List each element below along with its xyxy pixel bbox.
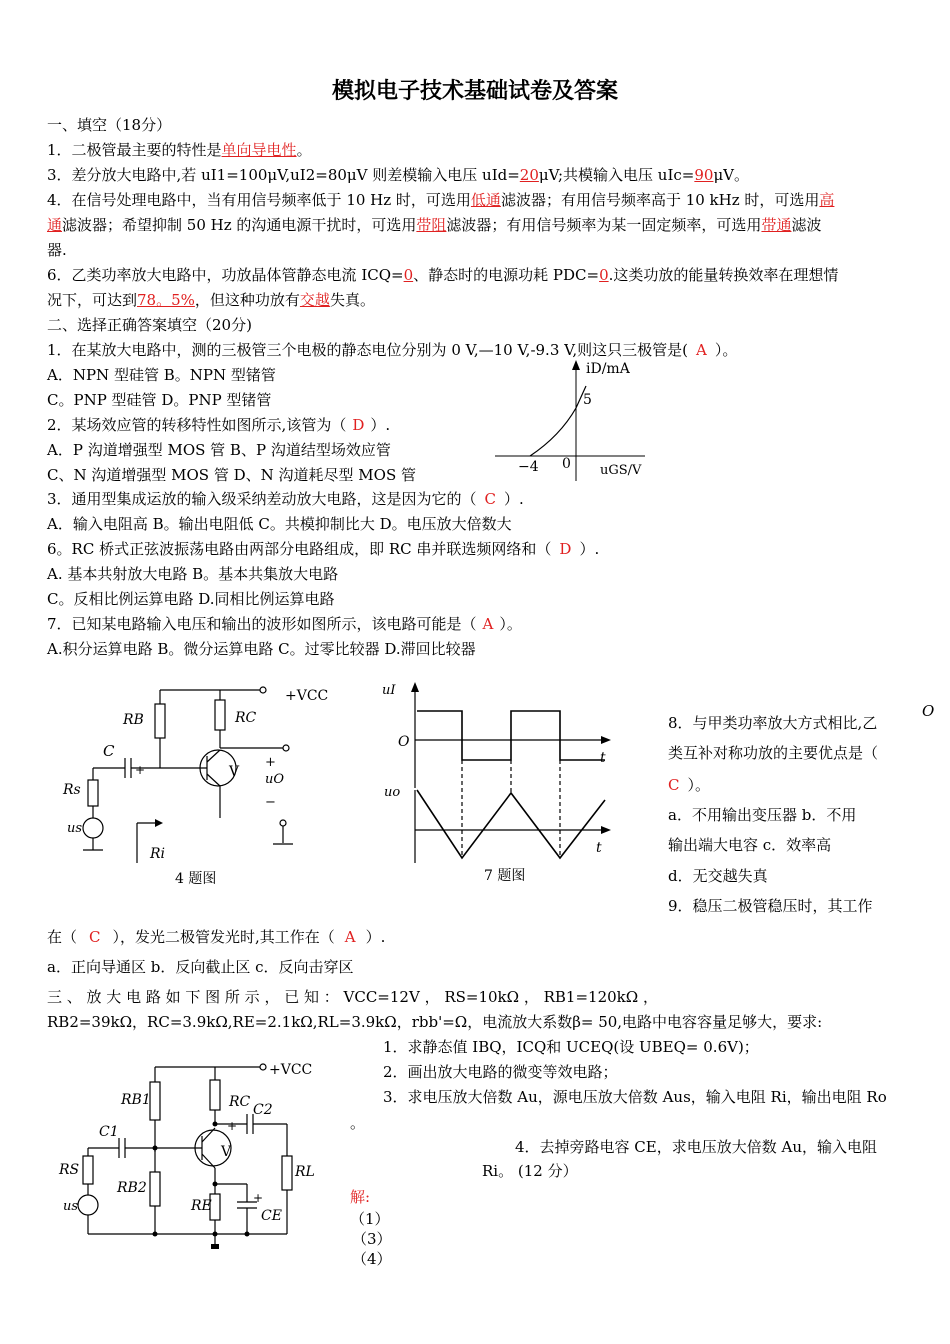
answer: C <box>484 490 497 508</box>
s2-q2 <box>47 415 390 435</box>
s1-q4-l3: 器. <box>47 241 67 259</box>
c-plus: + <box>135 763 146 777</box>
waveform-figure-7 <box>380 678 620 893</box>
s3-l1: 三 、 放 大 电 路 如 下 图 所 示 ， 已 知 ： VCC=12V ， RS=10kΩ ， RB1=120kΩ ， <box>47 988 658 1006</box>
transfer-curve <box>530 386 586 456</box>
answer: D <box>352 416 365 434</box>
uo-plus: + <box>265 755 276 770</box>
answer: A <box>695 341 707 359</box>
c-label: C <box>103 742 115 760</box>
answer: 0 <box>403 266 414 284</box>
s2-q8-l2: 类互补对称功放的主要优点是（ <box>668 744 879 762</box>
s2-q8-b: 输出端大电容 c．效率高 <box>668 836 832 854</box>
s1-q3 <box>47 165 749 185</box>
q-text: 7．已知某电路输入电压和输出的波形如图所示，该电路可能是（ <box>47 615 477 633</box>
t-axis-arrow <box>601 736 611 744</box>
q-text: ）. <box>504 490 524 508</box>
s2-q7-opts: A.积分运算电路 B。微分运算电路 C。过零比较器 D.滞回比较器 <box>47 640 476 658</box>
q-text: 1．在某放大电路中，测的三极管三个电极的静态电位分别为 0 V,—10 V,-9.3 V,则这只三极管是( <box>47 341 688 359</box>
answer: 高 <box>819 191 835 209</box>
s2-q9-l2 <box>47 927 385 947</box>
q-text: ）。 <box>687 776 710 794</box>
s1-q4-l2 <box>47 215 821 235</box>
ui-square-wave <box>417 711 605 760</box>
solution-1: （1） <box>350 1210 390 1228</box>
rc-resistor-3 <box>210 1080 220 1110</box>
uo-triangle-wave <box>417 790 605 858</box>
rc-label-3: RC <box>229 1094 251 1110</box>
id-label: iD/mA <box>586 361 630 377</box>
t-label-2: t <box>596 840 602 856</box>
s2-q3-opts: A．输入电阻高 B。输出电阻低 C。共模抑制比大 D。电压放大倍数大 <box>47 515 512 533</box>
vcc-label-3: +VCC <box>269 1062 313 1078</box>
s2-q7 <box>47 614 522 634</box>
c2-label: C2 <box>253 1102 273 1118</box>
answer: 带阻 <box>416 216 447 234</box>
v-label: V <box>229 764 240 780</box>
ground-symbol <box>211 1244 219 1249</box>
caption-4: 4 题图 <box>175 871 217 887</box>
s2-q6 <box>47 539 599 559</box>
t-label: t <box>600 750 606 766</box>
us-source <box>83 818 103 838</box>
s2-q9-l1: 9．稳压二极管稳压时，其工作 <box>668 897 873 915</box>
solution-4: （4） <box>352 1250 392 1268</box>
rb2-label: RB2 <box>117 1180 147 1196</box>
answer: 90 <box>694 166 714 184</box>
rb2-resistor <box>150 1172 160 1206</box>
solution-3: （3） <box>352 1230 392 1248</box>
answer: 0 <box>599 266 609 284</box>
q-text: 2．某场效应管的转移特性如图所示,该管为（ <box>47 416 347 434</box>
q-text: 滤波器；希望抑制 50 Hz 的沟通电源干扰时，可选用 <box>62 216 417 234</box>
s1-q1 <box>47 140 312 160</box>
s3-req1: 1．求静态值 IBQ，ICQ和 UCEQ(设 UBEQ= 0.6V)； <box>383 1038 759 1056</box>
q-text: 4．在信号处理电路中，当有用信号频率低于 10 Hz 时，可选用 <box>47 191 471 209</box>
q-text: 6。RC 桥式正弦波振荡电路由两部分电路组成，即 RC 串并联选频网络和（ <box>47 540 552 558</box>
s2-q6-ab: A. 基本共射放大电路 B。基本共集放大电路 <box>47 565 339 583</box>
ce-plus: + <box>253 1191 264 1205</box>
q-text: ，但这种功放有 <box>194 291 300 309</box>
answer: C <box>668 776 680 794</box>
rb-resistor <box>155 704 165 738</box>
c1-label: C1 <box>99 1124 119 1140</box>
uo-minus: − <box>265 795 276 810</box>
tick-5: 5 <box>583 392 592 408</box>
q-text: ）。 <box>714 341 738 359</box>
rb1-label: RB1 <box>121 1092 151 1108</box>
rc-resistor <box>215 700 225 730</box>
v-label-3: V <box>221 1144 232 1160</box>
rs-label: Rs <box>63 782 81 798</box>
circuit-figure-4 <box>55 678 345 893</box>
ugs-label: uGS/V <box>600 463 642 478</box>
s1-q6-l1 <box>47 265 838 285</box>
q-text: 3．通用型集成运放的输入级采纳差动放大电路，这是因为它的（ <box>47 490 477 508</box>
s2-q6-cd: C。反相比例运算电路 D.同相比例运算电路 <box>47 590 335 608</box>
section1-heading: 一、填空（18分） <box>47 116 172 134</box>
q-text: 6．乙类功率放大电路中，功放晶体管静态电流 ICQ= <box>47 266 404 284</box>
q-text: μV;共模输入电压 uIc= <box>538 166 695 184</box>
q-text: ）。 <box>499 615 522 633</box>
s3-l2: RB2=39kΩ，RC=3.9kΩ,RE=2.1kΩ,RL=3.9kΩ，rbb'=Ω，电流放大系数β= 50,电路中电容容量足够大，要求: <box>47 1013 823 1031</box>
page-title: 模拟电子技术基础试卷及答案 <box>331 79 618 104</box>
s2-q2-cd: C、N 沟道增强型 MOS 管 D、N 沟道耗尽型 MOS 管 <box>47 466 416 484</box>
q-text: 3．差分放大电路中,若 uI1=100μV,uI2=80μV 则差模输入电压 uId= <box>47 166 520 184</box>
answer: 20 <box>519 166 539 184</box>
q-text: 。 <box>296 141 312 159</box>
q-text: 在（ <box>47 928 78 946</box>
s2-q8-l1: 8．与甲类功率放大方式相比,乙 <box>668 714 878 732</box>
ri-arrow <box>155 819 163 827</box>
s3-req3: 3．求电压放大倍数 Au，源电压放大倍数 Aus，输入电阻 Ri，输出电阻 Ro <box>383 1088 887 1106</box>
ui-axis-arrow <box>411 682 419 692</box>
q-text: ）. <box>579 540 600 558</box>
s2-q8-d: d．无交越失真 <box>668 867 768 885</box>
transfer-characteristic-figure <box>490 356 650 486</box>
caption-7: 7 题图 <box>484 868 526 884</box>
t-axis-arrow-2 <box>601 826 611 834</box>
q-text: .这类功放的能量转换效率在理想情 <box>608 266 839 284</box>
q-text: ）. <box>370 416 391 434</box>
rb-label: RB <box>123 712 144 728</box>
us-label: us <box>67 821 83 836</box>
section2-heading: 二、选择正确答案填空（20分) <box>47 316 252 334</box>
q-text: 、静态时的电源功耗 PDC= <box>413 266 600 284</box>
answer: A <box>482 615 494 633</box>
answer: C <box>89 928 101 946</box>
q-text: ），发光二极管发光时,其工作在（ <box>112 928 335 946</box>
s2-q8-a: a．不用输出变压器 b．不用 <box>668 806 857 824</box>
uo-wave-label: uo <box>384 785 401 800</box>
q-text: ）. <box>365 928 386 946</box>
s2-q1-ab: A．NPN 型硅管 B。NPN 型锗管 <box>47 366 276 384</box>
rs-label-3: RS <box>59 1162 80 1178</box>
rs-resistor-3 <box>83 1156 93 1184</box>
rc-label: RC <box>235 710 257 726</box>
vcc-label: +VCC <box>285 688 329 704</box>
s3-req4-end: Ri。 (12 分） <box>482 1162 578 1180</box>
uo-label: uO <box>265 772 285 787</box>
us-source-3 <box>78 1195 98 1215</box>
s2-q8-ans-line <box>668 774 710 795</box>
c2-plus: + <box>227 1119 238 1133</box>
s2-q3 <box>47 489 524 509</box>
q-text: 况下，可达到 <box>47 291 138 309</box>
rl-label: RL <box>295 1164 315 1180</box>
origin-label: 0 <box>562 456 571 472</box>
rb1-resistor <box>150 1082 160 1120</box>
ce-label: CE <box>261 1208 282 1224</box>
answer: A <box>344 928 356 946</box>
q-text: 滤波器；有用信号频率为某一固定频率，可选用 <box>446 216 762 234</box>
answer: 低通 <box>470 191 501 209</box>
s3-req3-end: 。 <box>350 1114 366 1132</box>
amplifier-circuit-figure <box>55 1052 345 1257</box>
solution-label: 解: <box>350 1188 371 1206</box>
answer: 通 <box>47 216 63 234</box>
s1-q6-l2 <box>47 290 375 310</box>
q-text: 失真。 <box>329 291 375 309</box>
us-label-3: us <box>63 1199 79 1214</box>
s3-req2: 2．画出放大电路的微变等效电路； <box>383 1063 618 1081</box>
s2-q9-opts: a．正向导通区 b．反向截止区 c．反向击穿区 <box>47 958 354 976</box>
ri-label: Ri <box>150 846 166 862</box>
answer: 单向导电性 <box>221 141 297 159</box>
y-axis-arrow <box>572 360 580 370</box>
answer: 带通 <box>761 216 792 234</box>
q-text: 1．二极管最主要的特性是 <box>47 141 222 159</box>
s2-q1-cd: C。PNP 型硅管 D。PNP 型锗管 <box>47 391 272 409</box>
rs-resistor <box>88 780 98 806</box>
answer: 交越 <box>299 291 330 309</box>
rl-resistor <box>282 1156 292 1190</box>
s2-q2-ab: A．P 沟道增强型 MOS 管 B、P 沟道结型场效应管 <box>47 441 391 459</box>
tick-neg4: −4 <box>518 459 539 475</box>
s1-q4-l1 <box>47 190 834 210</box>
stray-o-label: O <box>922 702 935 720</box>
q-text: μV。 <box>713 166 750 184</box>
re-label: RE <box>191 1198 212 1214</box>
origin-o: O <box>398 734 410 750</box>
ui-label: uI <box>382 683 396 698</box>
s3-req4: 4．去掉旁路电容 CE，求电压放大倍数 Au，输入电阻 <box>515 1138 878 1156</box>
answer: D <box>559 540 572 558</box>
q-text: 滤波器；有用信号频率高于 10 kHz 时，可选用 <box>500 191 820 209</box>
q-text: 滤波 <box>791 216 822 234</box>
answer: 78。5% <box>137 291 195 309</box>
